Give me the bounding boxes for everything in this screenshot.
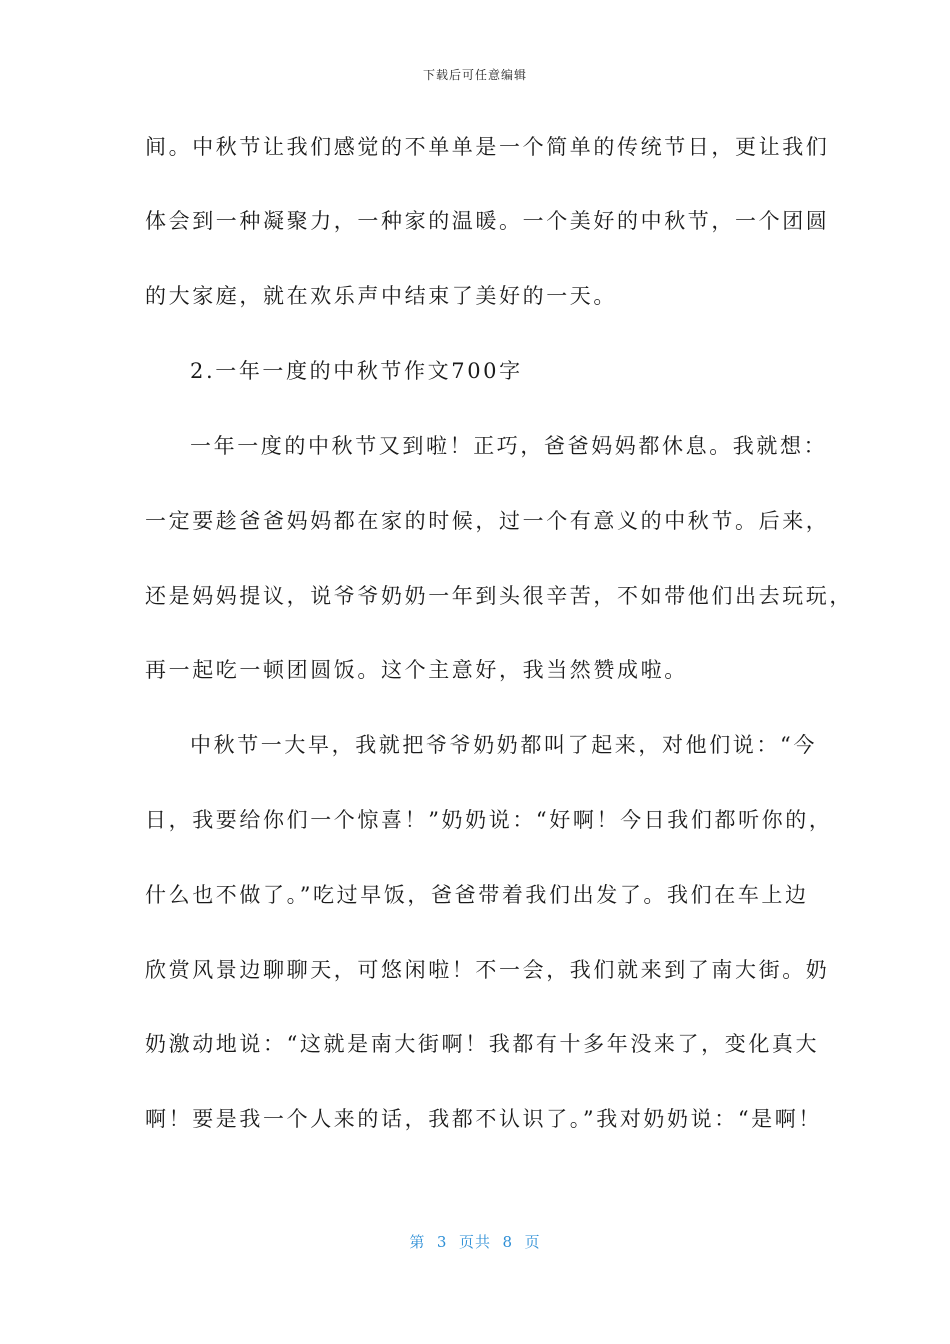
section-heading: 2.一年一度的中秋节作文700字 — [190, 359, 523, 383]
page-number: 第 3 页共 8 页 — [409, 1233, 541, 1251]
paragraph-line: 什么也不做了。”吃过早饭，爸爸带着我们出发了。我们在车上边 — [145, 883, 809, 907]
paragraph-line: 一定要趁爸爸妈妈都在家的时候，过一个有意义的中秋节。后来， — [145, 509, 830, 533]
paragraph-line: 一年一度的中秋节又到啦！正巧，爸爸妈妈都休息。我就想： — [190, 434, 828, 458]
paragraph-line: 欣赏风景边聊聊天，可悠闲啦！不一会，我们就来到了南大街。奶 — [145, 958, 830, 982]
paragraph-line: 中秋节一大早，我就把爷爷奶奶都叫了起来，对他们说：“今 — [190, 733, 817, 757]
paragraph-line: 还是妈妈提议，说爷爷奶奶一年到头很辛苦，不如带他们出去玩玩， — [145, 584, 853, 608]
paragraph-line: 再一起吃一顿团圆饭。这个主意好，我当然赞成啦。 — [145, 658, 688, 682]
paragraph-line: 的大家庭，就在欢乐声中结束了美好的一天。 — [145, 284, 617, 308]
header-note: 下载后可任意编辑 — [422, 68, 527, 82]
paragraph-line: 体会到一种凝聚力，一种家的温暖。一个美好的中秋节，一个团圆 — [145, 209, 830, 233]
paragraph-line: 日，我要给你们一个惊喜！”奶奶说：“好啊！今日我们都听你的， — [145, 808, 833, 832]
paragraph-line: 啊！要是我一个人来的话，我都不认识了。”我对奶奶说：“是啊！ — [145, 1107, 822, 1131]
paragraph-line: 间。中秋节让我们感觉的不单单是一个简单的传统节日，更让我们 — [145, 135, 830, 159]
paragraph-line: 奶激动地说：“这就是南大街啊！我都有十多年没来了，变化真大 — [145, 1032, 820, 1056]
